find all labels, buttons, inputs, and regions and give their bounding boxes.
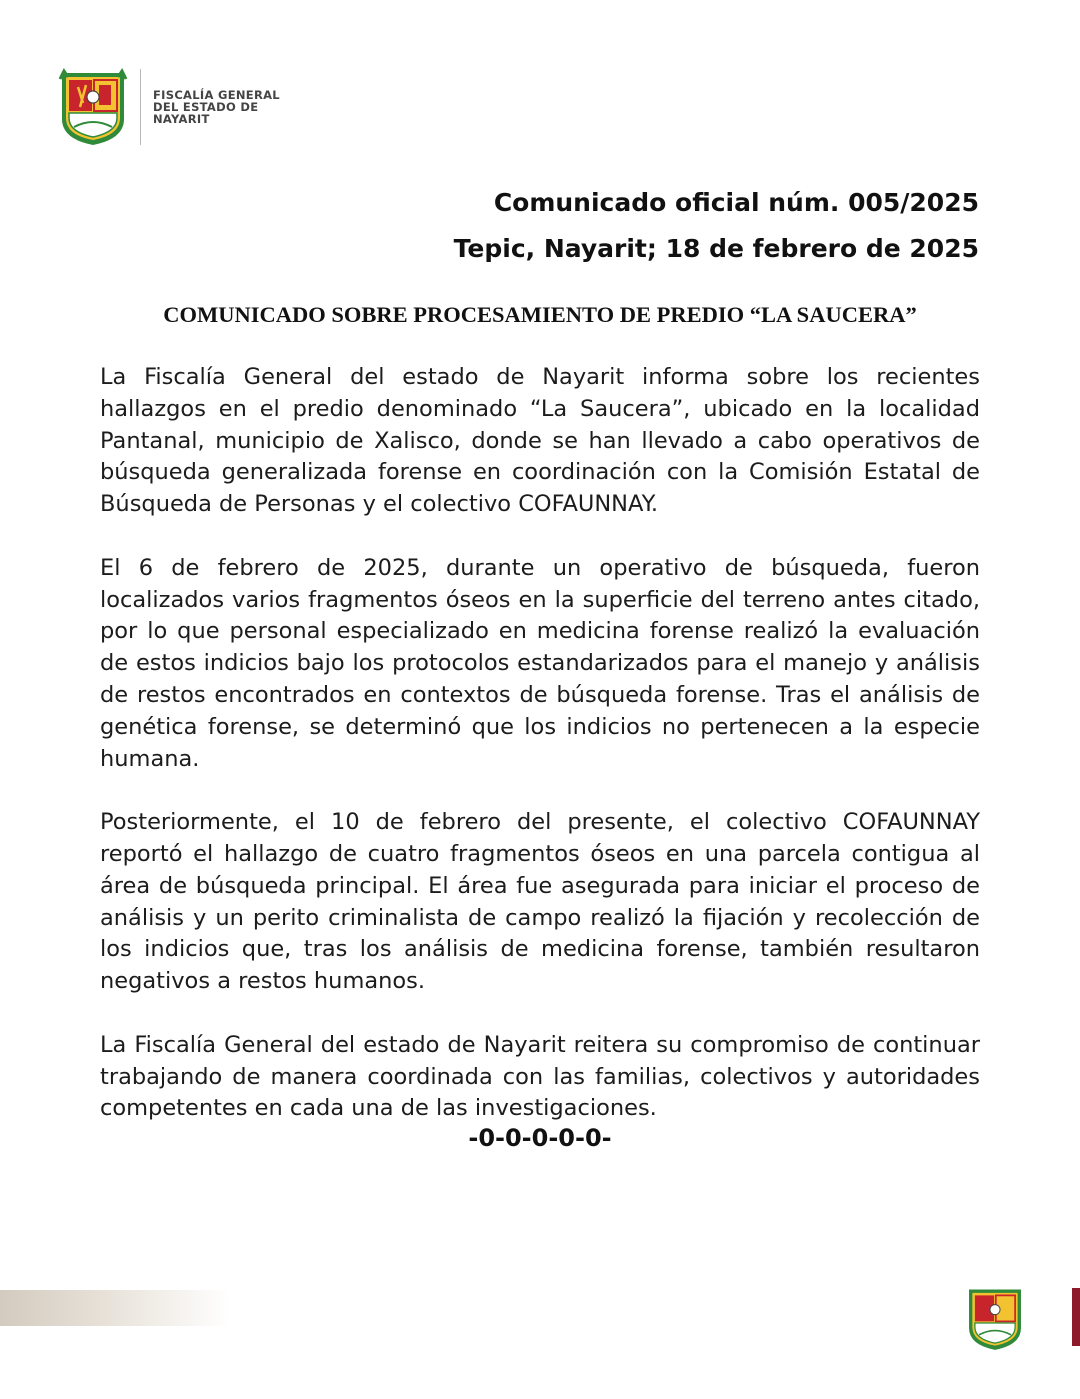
letterhead-divider — [140, 69, 141, 145]
footer-accent-bar — [1072, 1288, 1080, 1346]
closing-mark: -0-0-0-0-0- — [468, 1124, 612, 1152]
body-paragraph-4: La Fiscalía General del estado de Nayarit reitera su compromiso de continuar trabajando de manera coordinada con las familias, colectivos y autoridades competentes en cada una de las investigaciones. — [100, 1031, 980, 1122]
communique-meta — [454, 180, 979, 272]
letterhead — [56, 66, 280, 148]
document-body — [100, 362, 980, 1125]
footer-coat-of-arms-logo — [964, 1284, 1026, 1352]
institution-name — [153, 89, 280, 125]
nayarit-coat-of-arms-logo — [56, 67, 130, 147]
institution-name-line-3: NAYARIT — [153, 112, 210, 126]
place-and-date: Tepic, Nayarit; 18 de febrero de 2025 — [453, 234, 979, 263]
body-paragraph-1: La Fiscalía General del estado de Nayarit informa sobre los recientes hallazgos en el predio denominado “La Saucera”, ubicado en la localidad Pantanal, municipio de Xalisco, donde se han llevado a cabo operativos de búsqueda generalizada forense en coordinación con la Comisión Estatal de Búsqueda de Personas y el colectivo COFAUNNAY. — [100, 364, 980, 518]
communique-number: Comunicado oficial núm. 005/2025 — [493, 188, 979, 217]
body-paragraph-2: El 6 de febrero de 2025, durante un operativo de búsqueda, fueron localizados varios fragmentos óseos en la superficie del terreno antes citado, por lo que personal especializado en medicina forense realizó la evaluación de estos indicios bajo los protocolos estandarizados para el manejo y análisis de restos encontrados en contextos de búsqueda forense. Tras el análisis de genética forense, se determinó que los indicios no pertenecen a la especie humana. — [100, 554, 980, 772]
document-title: COMUNICADO SOBRE PROCESAMIENTO DE PREDIO “LA SAUCERA” — [163, 302, 917, 327]
institution-name-line-1: FISCALÍA GENERAL — [153, 88, 280, 102]
institution-name-line-2: DEL ESTADO DE — [153, 100, 259, 114]
footer-gradient-band — [0, 1290, 230, 1326]
body-paragraph-3: Posteriormente, el 10 de febrero del presente, el colectivo COFAUNNAY reportó el hallazgo de cuatro fragmentos óseos en una parcela contigua al área de búsqueda principal. El área fue asegurada para iniciar el proceso de análisis y un perito criminalista de campo realizó la fijación y recolección de los indicios que, tras los análisis de medicina forense, también resultaron negativos a restos humanos. — [100, 809, 980, 995]
